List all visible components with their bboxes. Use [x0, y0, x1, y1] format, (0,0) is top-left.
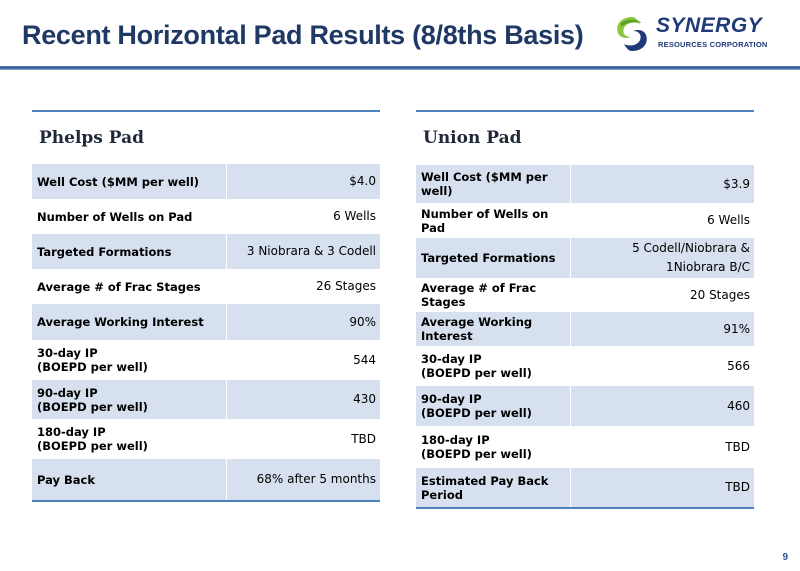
- table-row: [32, 234, 380, 269]
- row-value: 26 Stages: [315, 279, 376, 293]
- row-label: 180-day IP (BOEPD per well): [37, 425, 148, 453]
- table-row: [416, 203, 754, 238]
- phelps-results-table: [32, 164, 380, 502]
- table-row: [416, 386, 754, 426]
- row-label: Pay Back: [32, 459, 227, 501]
- row-value: 68% after 5 months: [227, 459, 380, 501]
- row-value: TBD: [725, 439, 750, 454]
- row-value: 544: [353, 352, 376, 367]
- logo-wordmark: SYNERGY: [656, 14, 763, 37]
- synergy-swirl-icon: [612, 14, 652, 54]
- table-row: [416, 238, 754, 278]
- row-value: $4.0: [227, 164, 380, 199]
- row-value: 6 Wells: [333, 209, 376, 223]
- row-label: Average Working Interest: [32, 304, 227, 340]
- row-value: 91%: [571, 312, 754, 346]
- row-label: Number of Wells on Pad: [37, 209, 193, 224]
- table-row: [32, 164, 380, 199]
- panel-title: Phelps Pad: [39, 128, 145, 148]
- table-row: [416, 468, 754, 508]
- table-row: [416, 346, 754, 386]
- table-row: [32, 340, 380, 380]
- title-divider: [0, 66, 800, 70]
- row-value: TBD: [571, 468, 754, 508]
- table-row: [416, 312, 754, 346]
- table-row: [32, 459, 380, 501]
- row-value: TBD: [351, 431, 376, 446]
- row-label: Average # of Frac Stages: [37, 279, 201, 294]
- row-value: 90%: [227, 304, 380, 340]
- table-row: [32, 304, 380, 340]
- row-value: 460: [571, 386, 754, 426]
- table-row: [32, 199, 380, 234]
- row-value: 20 Stages: [689, 287, 750, 302]
- row-label: 90-day IP (BOEPD per well): [416, 386, 571, 426]
- page-title: Recent Horizontal Pad Results (8/8ths Basis): [22, 20, 584, 50]
- row-value: 566: [727, 358, 750, 373]
- row-value: 3 Niobrara & 3 Codell: [227, 234, 380, 269]
- company-logo: [612, 12, 782, 58]
- page-number: 9: [782, 552, 788, 563]
- row-label: 90-day IP (BOEPD per well): [32, 380, 227, 419]
- table-row: [32, 269, 380, 304]
- row-value: 6 Wells: [707, 213, 750, 227]
- row-label: Well Cost ($MM per well): [32, 164, 227, 199]
- row-label: 180-day IP (BOEPD per well): [421, 433, 532, 461]
- union-results-table: [416, 165, 754, 509]
- row-value: 5 Codell/Niobrara & 1Niobrara B/C: [571, 238, 754, 278]
- row-label: Average Working Interest: [416, 312, 571, 346]
- panel-title: Union Pad: [423, 128, 522, 148]
- table-row: [416, 278, 754, 312]
- row-label: Targeted Formations: [32, 234, 227, 269]
- phelps-pad-panel: [32, 110, 380, 502]
- row-value: $3.9: [571, 165, 754, 203]
- union-pad-panel: [416, 110, 754, 509]
- row-label: Average # of Frac Stages: [421, 281, 537, 309]
- row-label: 30-day IP (BOEPD per well): [37, 346, 148, 374]
- row-label: 30-day IP (BOEPD per well): [421, 352, 532, 380]
- table-row: [416, 165, 754, 203]
- table-row: [32, 419, 380, 459]
- table-row: [32, 380, 380, 419]
- row-label: Well Cost ($MM per well): [416, 165, 571, 203]
- row-label: Number of Wells on Pad: [421, 206, 549, 235]
- row-label: Estimated Pay Back Period: [416, 468, 571, 508]
- logo-subtitle: RESOURCES CORPORATION: [658, 40, 768, 49]
- row-label: Targeted Formations: [416, 238, 571, 278]
- table-row: [416, 426, 754, 468]
- row-value: 430: [227, 380, 380, 419]
